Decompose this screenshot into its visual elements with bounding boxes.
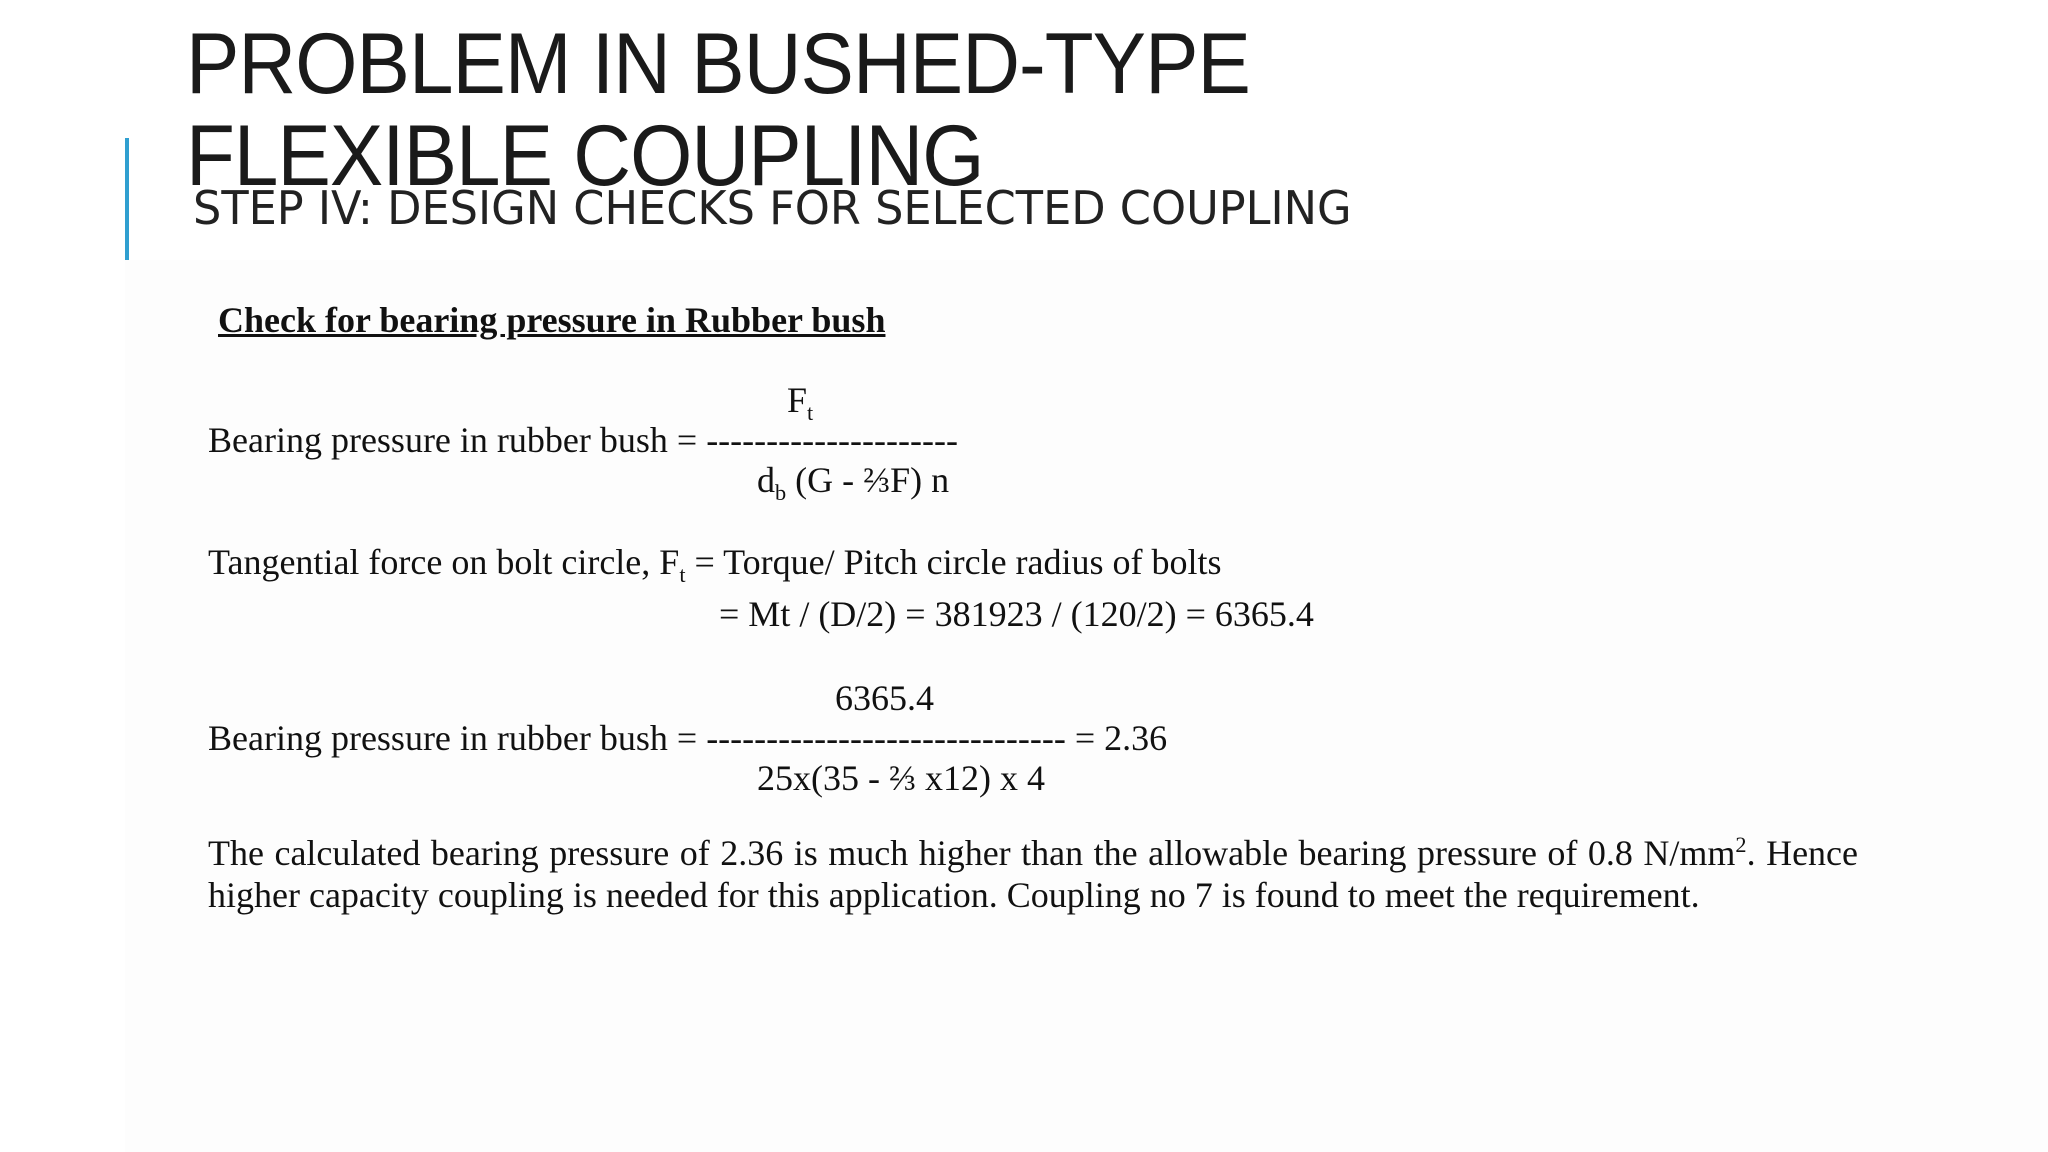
tangential-rhs1: = Torque/ Pitch circle radius of bolts <box>685 542 1222 582</box>
tangential-label-sub: t <box>679 562 686 588</box>
formula1-numerator <box>787 380 814 426</box>
scanned-content-image <box>125 260 2048 1152</box>
section-heading: Check for bearing pressure in Rubber bush <box>218 300 886 340</box>
formula2-numerator: 6365.4 <box>835 678 934 718</box>
formula1-label: Bearing pressure in rubber bush = <box>208 420 707 460</box>
formula1-denominator-sub: b <box>775 480 787 506</box>
formula1-denominator-rest: (G - ⅔F) n <box>786 460 950 500</box>
conclusion-text-2: . Hence higher capacity coupling is needed for this application. Coupling no 7 is found to meet the requirement. <box>208 833 1859 915</box>
formula2-denominator: 25x(35 - ⅔ x12) x 4 <box>757 758 1045 798</box>
formula2-line <box>208 718 1167 758</box>
slide-title-line-1: PROBLEM IN BUSHED-TYPE <box>186 16 1250 112</box>
formula2-fraction-bar: ------------------------------ <box>706 718 1066 758</box>
formula1-denominator <box>757 460 950 506</box>
formula1-denominator-main: d <box>757 460 775 500</box>
slide-title-line-2: FLEXIBLE COUPLING <box>186 108 984 204</box>
tangential-label-main: Tangential force on bolt circle, F <box>208 542 680 582</box>
formula1-numerator-main: F <box>787 380 808 420</box>
slide-title <box>186 18 1250 202</box>
conclusion-superscript: 2 <box>1735 832 1747 857</box>
formula1-fraction-bar: --------------------- <box>706 420 958 460</box>
tangential-force-line <box>208 542 1222 588</box>
conclusion-paragraph <box>208 832 1858 916</box>
tangential-rhs2: = Mt / (D/2) = 381923 / (120/2) = 6365.4 <box>719 594 1314 634</box>
slide-subtitle: STEP IV: DESIGN CHECKS FOR SELECTED COUPLING <box>193 181 1352 235</box>
formula2-label: Bearing pressure in rubber bush = <box>208 718 707 758</box>
conclusion-text-1: The calculated bearing pressure of 2.36 is much higher than the allowable bearing pressure of 0.8 N/mm <box>208 833 1736 873</box>
formula2-result: = 2.36 <box>1065 718 1168 758</box>
formula1-numerator-sub: t <box>807 400 814 426</box>
formula1-line <box>208 420 958 460</box>
